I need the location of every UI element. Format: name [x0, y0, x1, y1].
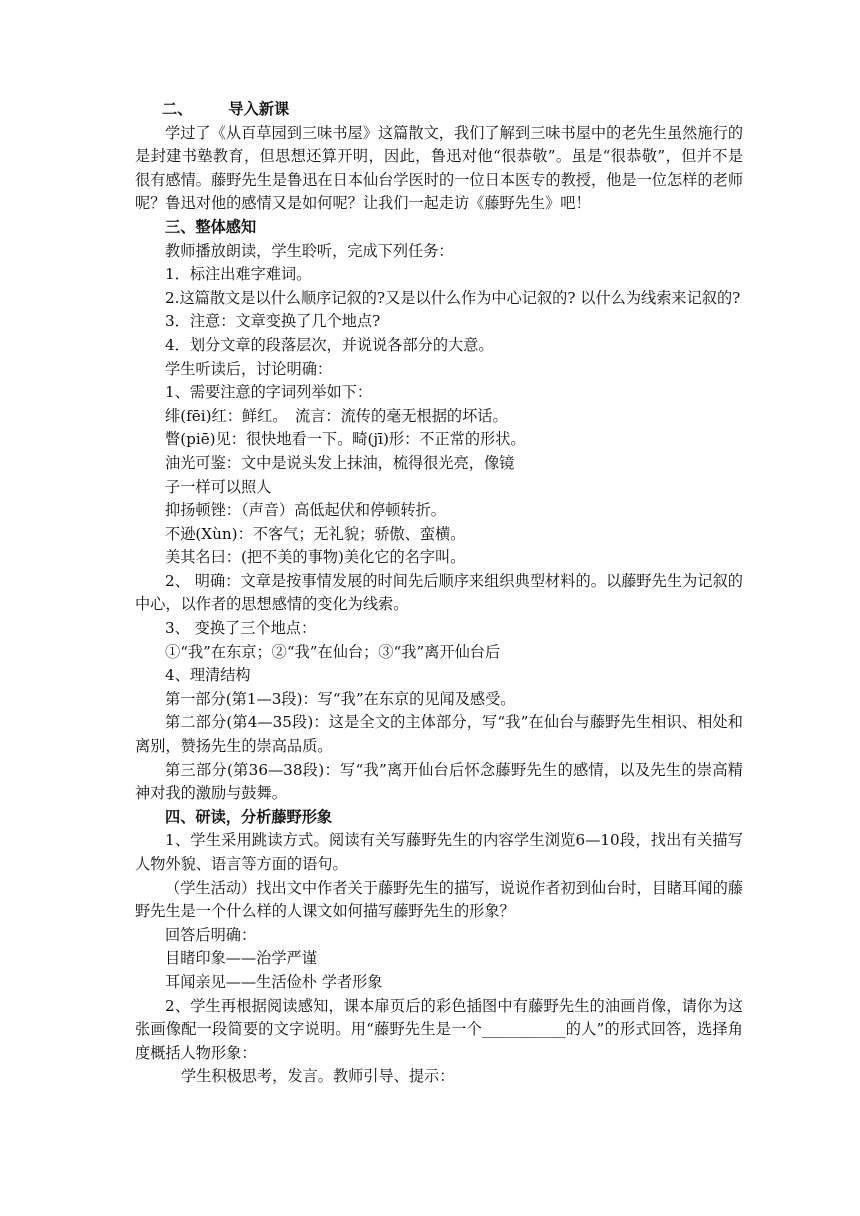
structure-part-2: 第二部分(第4—35段)：这是全文的主体部分，写“我”在仙台与藤野先生相识、相处和离别，赞扬先生的崇高品质。: [135, 713, 743, 756]
word-entry: 美其名曰：(把不美的事物)美化它的名字叫。: [165, 548, 466, 567]
task-intro: 教师播放朗读，学生聆听，完成下列任务：: [165, 241, 454, 260]
word-entry-continued: 子一样可以照人: [165, 477, 272, 496]
impression-item: 目睹印象——治学严谨: [165, 949, 317, 968]
section-title: 导入新课: [228, 100, 290, 118]
task-item-1: 1．标注出难字难词。: [165, 265, 312, 284]
section-heading-intro: [135, 98, 743, 122]
discussion-intro: 学生听读后，讨论明确：: [165, 359, 333, 378]
section-heading-overview: 三、整体感知: [165, 217, 257, 236]
student-activity: （学生活动）找出文中作者关于藤野先生的描写，说说作者初到仙台时，目睹耳闻的藤野先生是一个什么样的人课文如何描写藤野先生的形象？: [135, 878, 743, 921]
teacher-guide: 学生积极思考，发言。教师引导、提示：: [181, 1067, 455, 1086]
task-item-4: 4．划分文章的段落层次，并说说各部分的大意。: [165, 335, 494, 354]
structure-part-3: 第三部分(第36—38段)：写“我”离开仙台后怀念藤野先生的感情，以及先生的崇高精神对我的激励与鼓舞。: [135, 760, 743, 803]
impression-item: 耳闻亲见——生活俭朴 学者形象: [165, 972, 383, 991]
answer-intro: 回答后明确：: [165, 925, 257, 944]
point-structure: 4、理清结构: [165, 666, 251, 685]
word-entry: 瞥(piē)见：很快地看一下。畸(jī)形：不正常的形状。: [165, 430, 526, 449]
analysis-point-1: 1、学生采用跳读方式。阅读有关写藤野先生的内容学生浏览6—10段，找出有关描写人物外貌、语言等方面的语句。: [135, 831, 743, 873]
task-item-2: 2.这篇散文是以什么顺序记叙的?又是以什么作为中心记叙的? 以什么为线索来记叙的?: [165, 288, 741, 307]
point-places: 3、 变换了三个地点：: [165, 619, 317, 638]
word-entry: 抑扬顿锉：（声音）高低起伏和停顿转折。: [165, 501, 446, 520]
intro-paragraph: 学过了《从百草园到三味书屋》这篇散文，我们了解到三味书屋中的老先生虽然施行的是封建书塾教育，但思想还算开明，因此，鲁迅对他“很恭敬”。虽是“很恭敬”，但并不是很有感情。藤野先生是鲁迅在日本仙台学医时的一位日本医专的教授，他是一位怎样的老师呢？鲁迅对他的感情又是如何呢？让我们一起走访《藤野先生》吧！: [135, 123, 743, 213]
point-order: 2、 明确：文章是按事情发展的时间先后顺序来组织典型材料的。以藤野先生为记叙的中心，以作者的思想感情的变化为线索。: [135, 571, 743, 614]
task-item-3: 3．注意：文章变换了几个地点?: [165, 312, 381, 331]
word-entry: 绯(fēi)红：鲜红。 流言：流传的毫无根据的坏话。: [165, 406, 508, 425]
section-number: 二、: [162, 100, 193, 118]
structure-part-1: 第一部分(第1—3段)：写“我”在东京的见闻及感受。: [165, 689, 516, 708]
word-entry: 不逊(Xùn)：不客气；无礼貌；骄傲、蛮横。: [165, 524, 466, 543]
analysis-point-2: 2、学生再根据阅读感知，课本扉页后的彩色插图中有藤野先生的油画肖像，请你为这张画像配一段简要的文字说明。用“藤野先生是一个___________的人”的形式回答，选择角度概括人物形象：: [135, 996, 743, 1062]
word-entry: 油光可鉴：文中是说头发上抹油，梳得很光亮，像镜: [165, 453, 515, 472]
document-body: [135, 98, 743, 1089]
places-list: ①“我”在东京；②“我”在仙台；③“我”离开仙台后: [165, 642, 501, 661]
section-heading-analysis: 四、研读，分析藤野形象: [165, 807, 333, 826]
words-title: 1、需要注意的字词列举如下：: [165, 383, 373, 402]
